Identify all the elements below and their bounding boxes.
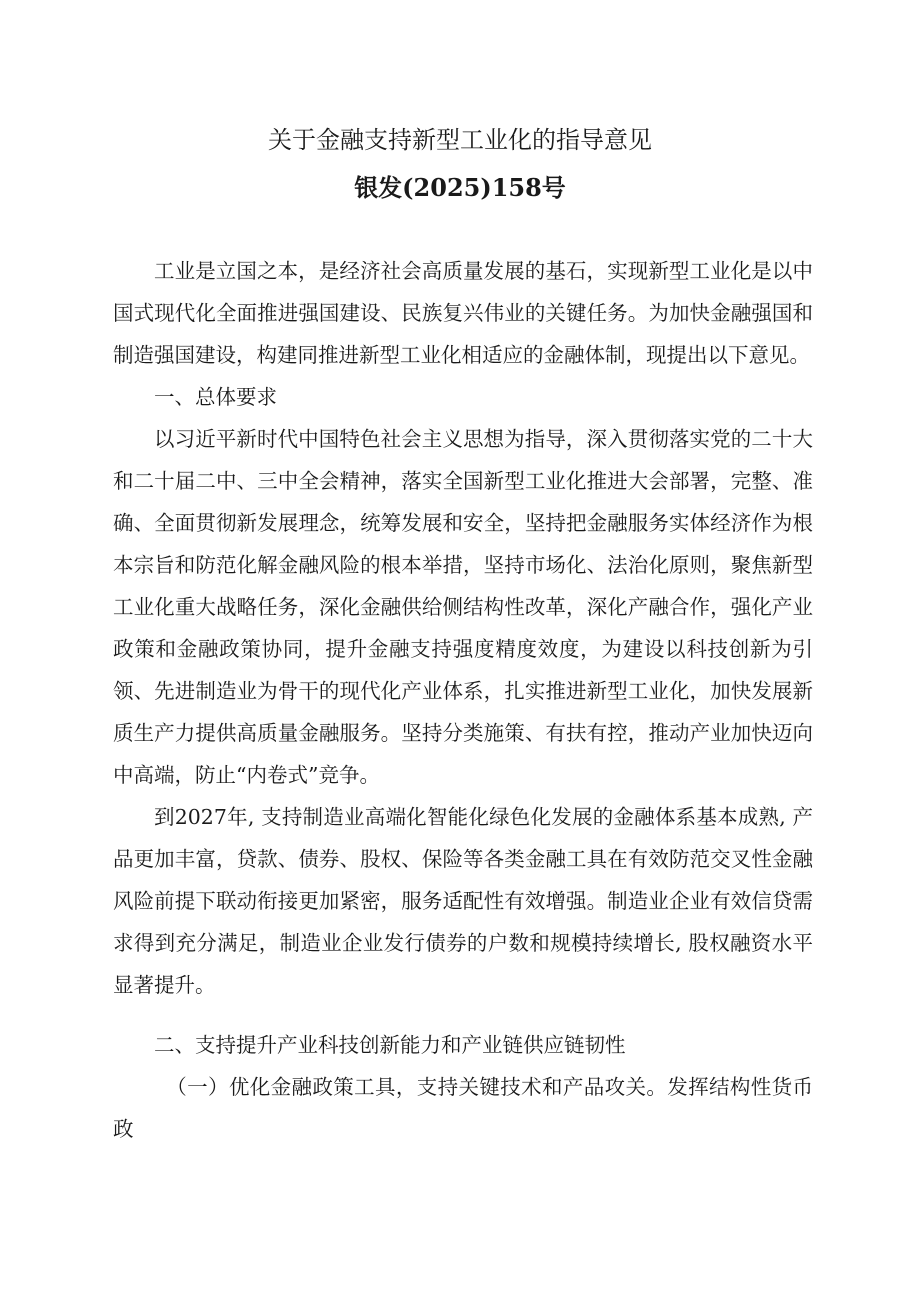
document-number: 银发(2025)158号: [354, 173, 566, 202]
section-heading-2: 二、支持提升产业科技创新能力和产业链供应链韧性: [154, 1033, 626, 1057]
document-title: 关于金融支持新型工业化的指导意见: [268, 126, 652, 154]
paragraph-goals-2027: 到2027年, 支持制造业高端化智能化绿色化发展的金融体系基本成熟, 产品更加丰富，贷款、债券、股权、保险等各类金融工具在有效防范交叉性金融风险前提下联动衔接更加紧密，服务适配性有效增强。制造业企业有效信贷需求得到充分满足，制造业企业发行债券的户数和规模持续增长, 股权融资水平显著提升。: [113, 805, 813, 997]
paragraph-guidance: 以习近平新时代中国特色社会主义思想为指导，深入贯彻落实党的二十大和二十届二中、三中全会精神，落实全国新型工业化推进大会部署，完整、准确、全面贯彻新发展理念，统筹发展和安全，坚持把金融服务实体经济作为根本宗旨和防范化解金融风险的根本举措，坚持市场化、法治化原则，聚焦新型工业化重大战略任务，深化金融供给侧结构性改革，深化产融合作，强化产业政策和金融政策协同，提升金融支持强度精度效度，为建设以科技创新为引领、先进制造业为骨干的现代化产业体系，扎实推进新型工业化，加快发展新质生产力提供高质量金融服务。坚持分类施策、有扶有控，推动产业加快迈向中高端，防止“内卷式”竞争。: [113, 427, 813, 787]
paragraph-item-1: （一）优化金融政策工具，支持关键技术和产品攻关。发挥结构性货币政: [113, 1075, 813, 1141]
paragraph-intro: 工业是立国之本，是经济社会高质量发展的基石，实现新型工业化是以中国式现代化全面推进强国建设、民族复兴伟业的关键任务。为加快金融强国和制造强国建设，构建同推进新型工业化相适应的金融体制，现提出以下意见。: [113, 259, 813, 367]
section-heading-1: 一、总体要求: [154, 385, 277, 409]
document-body: [113, 250, 813, 1150]
